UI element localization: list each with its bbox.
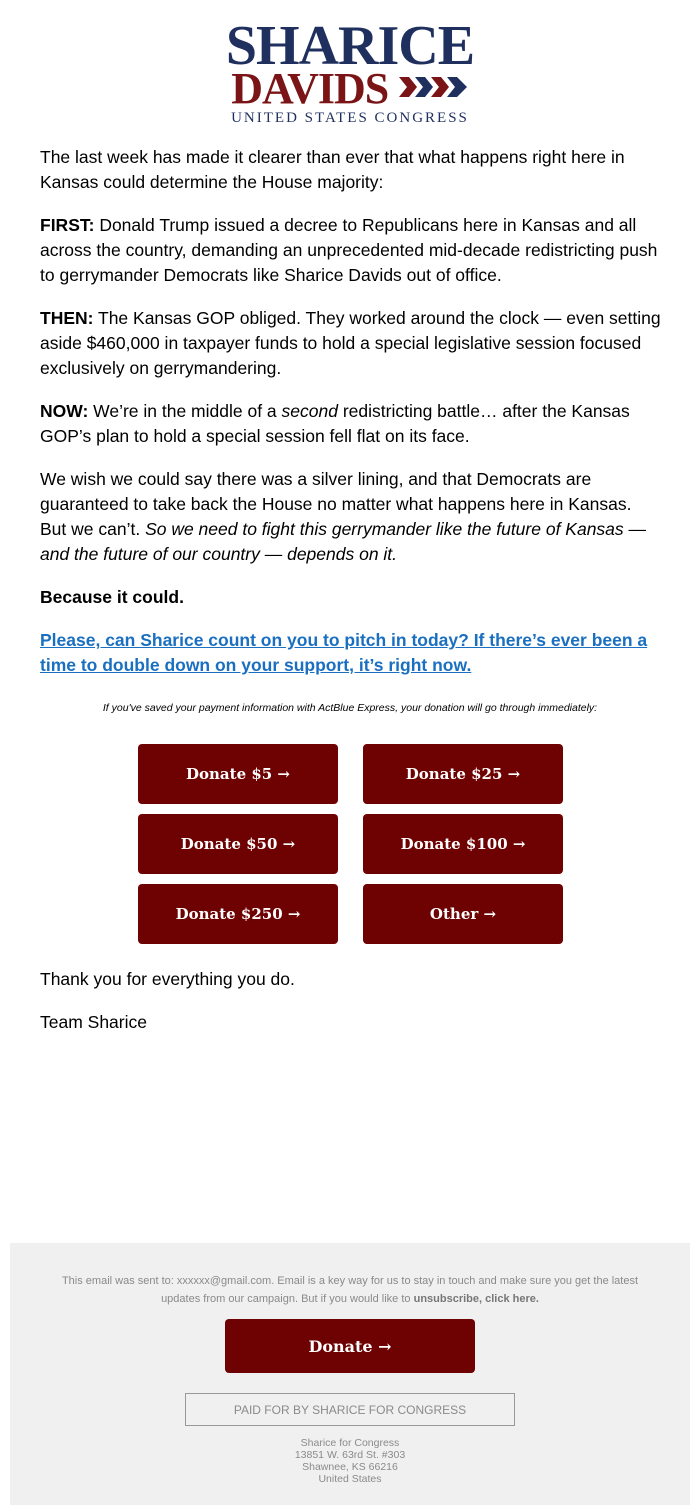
label-then: THEN: xyxy=(40,308,94,328)
chevron-arrows-icon xyxy=(399,74,469,100)
label-now: NOW: xyxy=(40,401,89,421)
footer-sent-prefix: This email was sent to: xyxy=(61,1275,177,1287)
paragraph-silver-lining-text: We wish we could say there was a silver lining, and that Democrats are guaranteed to take back the House no matter what happens here in Kansas. But we can’t. xyxy=(40,469,632,539)
paragraph-silver-lining xyxy=(40,467,662,567)
address-line: Sharice for Congress xyxy=(300,1437,400,1449)
donate-other-button[interactable]: Other → xyxy=(363,884,563,944)
cta-link[interactable]: Please, can Sharice count on you to pitch in today? If there’s ever been a time to double down on your support, it’s right now. xyxy=(40,630,648,675)
donate-250-button[interactable]: Donate $250 → xyxy=(138,884,338,944)
address-line: 13851 W. 63rd St. #303 xyxy=(294,1449,406,1461)
footer-email: xxxxxx@gmail.com xyxy=(176,1275,272,1287)
address-line: United States xyxy=(318,1473,382,1485)
logo-line-1: SHARICE xyxy=(225,15,475,77)
paragraph-then xyxy=(40,306,662,381)
paragraph-now-text-a: We’re in the middle of a xyxy=(88,401,282,421)
because-text: Because it could. xyxy=(40,587,184,607)
footer xyxy=(10,1243,690,1505)
donate-25-button[interactable]: Donate $25 → xyxy=(363,744,563,804)
closing-text: Thank you for everything you do. xyxy=(40,969,295,989)
paragraph-then-text: The Kansas GOP obliged. They worked around the clock — even setting aside $460,000 in taxpayer funds to hold a special legislative session focused exclusively on gerrymandering. xyxy=(40,308,661,378)
cta-paragraph xyxy=(40,628,662,678)
paragraph-now xyxy=(40,399,662,449)
actblue-express-note: If you've saved your payment information with ActBlue Express, your donation will go through immediately: xyxy=(102,702,598,714)
paid-for-disclaimer: PAID FOR BY SHARICE FOR CONGRESS xyxy=(185,1393,515,1426)
paragraph-intro: The last week has made it clearer than ever that what happens right here in Kansas could determine the House majority: xyxy=(40,147,625,192)
signature: Team Sharice xyxy=(40,1012,147,1032)
paragraph-because xyxy=(40,585,662,610)
footer-address xyxy=(10,1437,690,1485)
footer-donate-button[interactable]: Donate → xyxy=(225,1319,475,1373)
paragraph-silver-lining-italic: So we need to fight this gerrymander like the future of Kansas — and the future of our country — depends on it. xyxy=(40,519,647,564)
unsubscribe-link[interactable]: unsubscribe, click here. xyxy=(413,1293,539,1305)
logo-line-3: UNITED STATES CONGRESS xyxy=(231,110,469,126)
paragraph-now-emphasis: second xyxy=(281,401,338,421)
donate-100-button[interactable]: Donate $100 → xyxy=(363,814,563,874)
logo-line-2: DAVIDS xyxy=(231,64,389,113)
footer-notice xyxy=(50,1272,650,1308)
paragraph-first-text: Donald Trump issued a decree to Republicans here in Kansas and all across the country, demanding an unprecedented mid-decade redistricting push to gerrymander Democrats like Sharice Davids out of office. xyxy=(40,215,658,285)
donate-50-button[interactable]: Donate $50 → xyxy=(138,814,338,874)
paragraph-now-text-b: redistricting battle… after the Kansas GOP’s plan to hold a special session fell flat on its face. xyxy=(40,401,630,446)
footer-sent-suffix: . Email is a key way for us to stay in touch and make sure you get the latest updates from our campaign. But if you would like to xyxy=(161,1275,639,1305)
donate-5-button[interactable]: Donate $5 → xyxy=(138,744,338,804)
address-line: Shawnee, KS 66216 xyxy=(302,1461,398,1473)
logo xyxy=(0,15,700,130)
label-first: FIRST: xyxy=(40,215,95,235)
paragraph-first xyxy=(40,213,662,288)
